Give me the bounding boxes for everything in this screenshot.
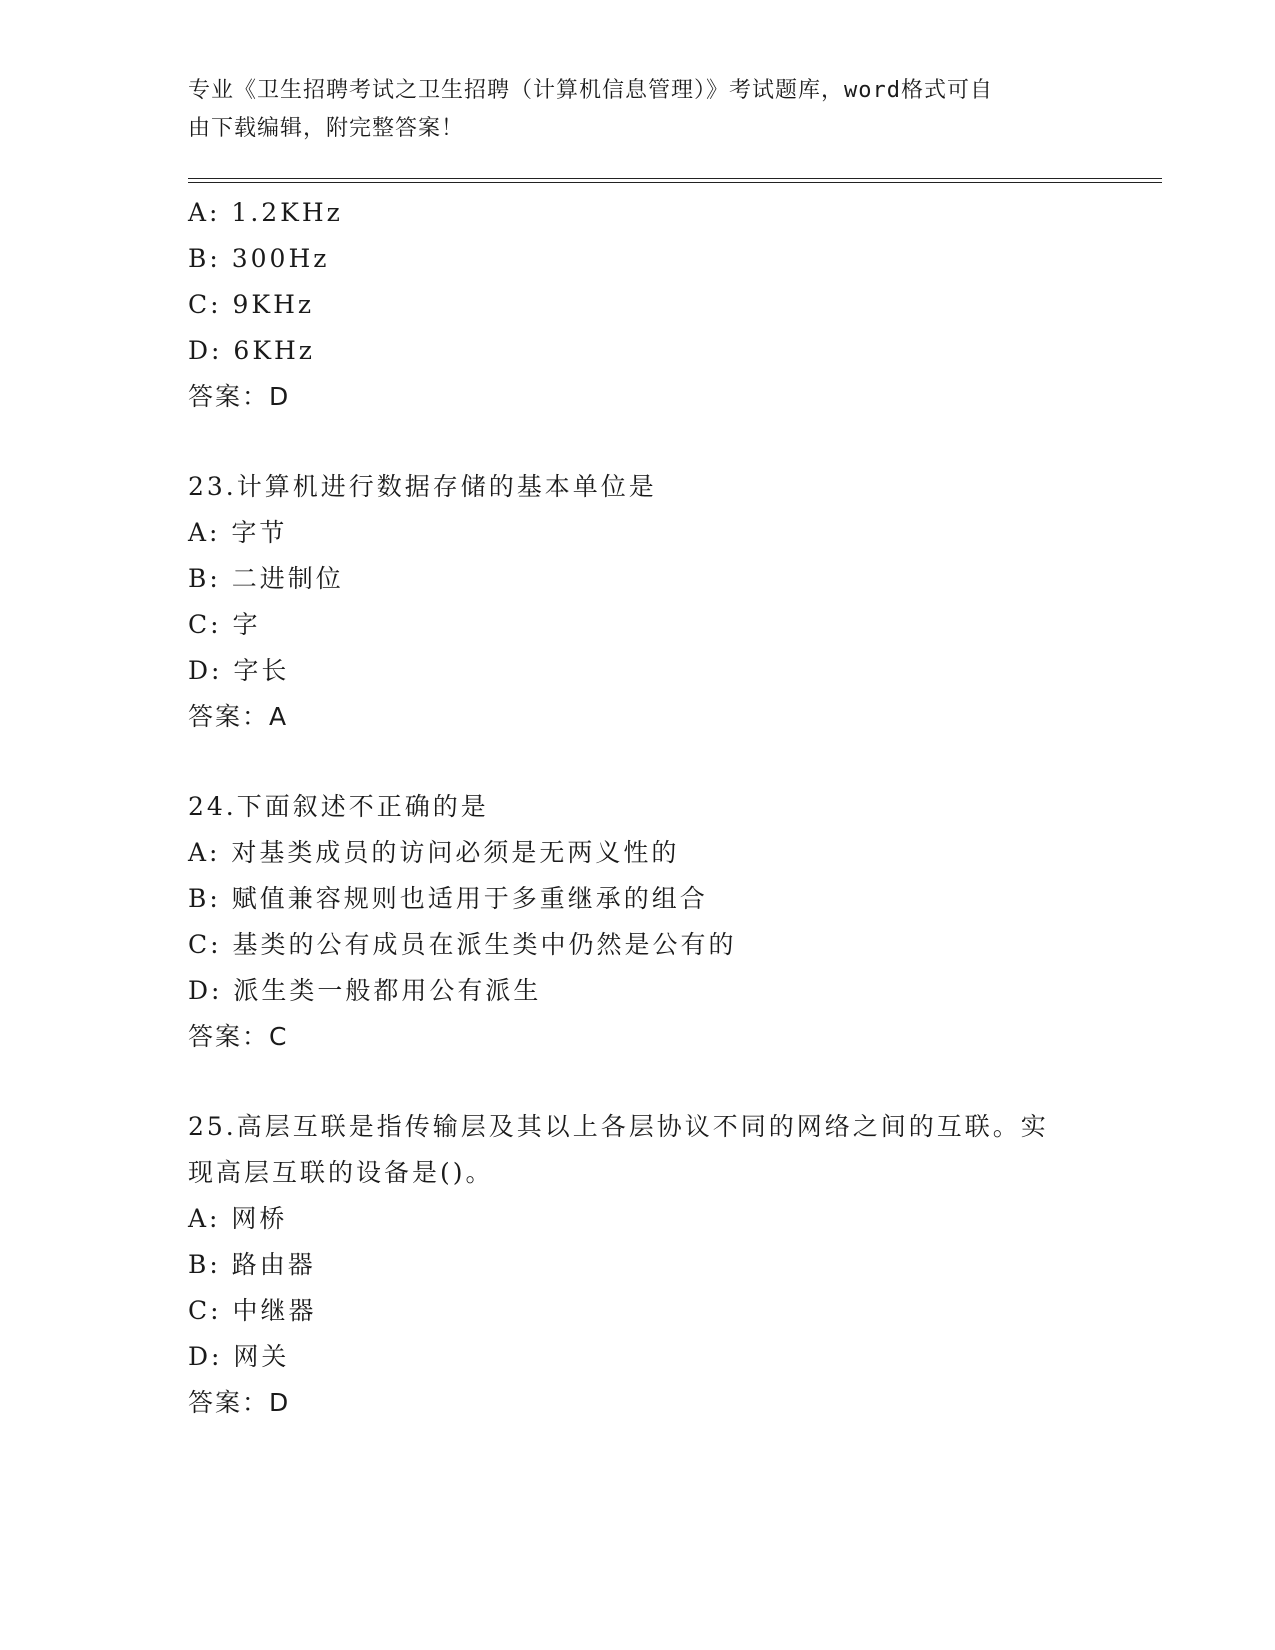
question-stem: 24.下面叙述不正确的是 — [188, 792, 489, 821]
answer-line — [188, 694, 1088, 740]
option-c: C: 字 — [188, 610, 261, 639]
option-b: B: 路由器 — [188, 1250, 316, 1279]
question-spacer — [188, 420, 1088, 464]
option-c: C: 基类的公有成员在派生类中仍然是公有的 — [188, 930, 737, 959]
option-b: B: 二进制位 — [188, 564, 344, 593]
answer-line — [188, 1014, 1088, 1060]
question-stem-line-1: 25.高层互联是指传输层及其以上各层协议不同的网络之间的互联。实 — [188, 1112, 1049, 1141]
header-line-2: 由下载编辑，附完整答案！ — [188, 116, 465, 141]
option-a: A: 1.2KHz — [188, 198, 343, 227]
option-d: D: 网关 — [188, 1342, 290, 1371]
option-a: A: 字节 — [188, 518, 288, 547]
option-c: C: 9KHz — [188, 290, 315, 319]
option-c: C: 中继器 — [188, 1296, 317, 1325]
question-24 — [188, 784, 1088, 1060]
option-b: B: 300Hz — [188, 244, 330, 273]
document-header — [188, 72, 1088, 148]
option-a: A: 对基类成员的访问必须是无两义性的 — [188, 838, 680, 867]
option-d: D: 6KHz — [188, 336, 315, 365]
answer-label: 答案： — [188, 1022, 270, 1051]
answer-label: 答案： — [188, 382, 270, 411]
option-d: D: 字长 — [188, 656, 290, 685]
question-spacer — [188, 740, 1088, 784]
answer-value: A — [269, 702, 289, 731]
question-list — [188, 190, 1088, 1426]
header-divider-bottom — [188, 182, 1162, 183]
answer-line — [188, 1380, 1088, 1426]
option-b: B: 赋值兼容规则也适用于多重继承的组合 — [188, 884, 708, 913]
question-23 — [188, 464, 1088, 740]
question-stem-line-2: 现高层互联的设备是()。 — [188, 1158, 494, 1187]
answer-label: 答案： — [188, 1388, 270, 1417]
question-25 — [188, 1104, 1088, 1426]
answer-value: D — [269, 1388, 291, 1417]
question-stem: 23.计算机进行数据存储的基本单位是 — [188, 472, 657, 501]
answer-line — [188, 374, 1088, 420]
header-divider-top — [188, 178, 1162, 179]
question-22 — [188, 190, 1088, 420]
header-line-1: 专业《卫生招聘考试之卫生招聘（计算机信息管理）》考试题库，word格式可自 — [188, 78, 993, 103]
answer-value: C — [269, 1022, 289, 1051]
option-d: D: 派生类一般都用公有派生 — [188, 976, 542, 1005]
answer-value: D — [269, 382, 291, 411]
question-spacer — [188, 1060, 1088, 1104]
option-a: A: 网桥 — [188, 1204, 288, 1233]
answer-label: 答案： — [188, 702, 270, 731]
